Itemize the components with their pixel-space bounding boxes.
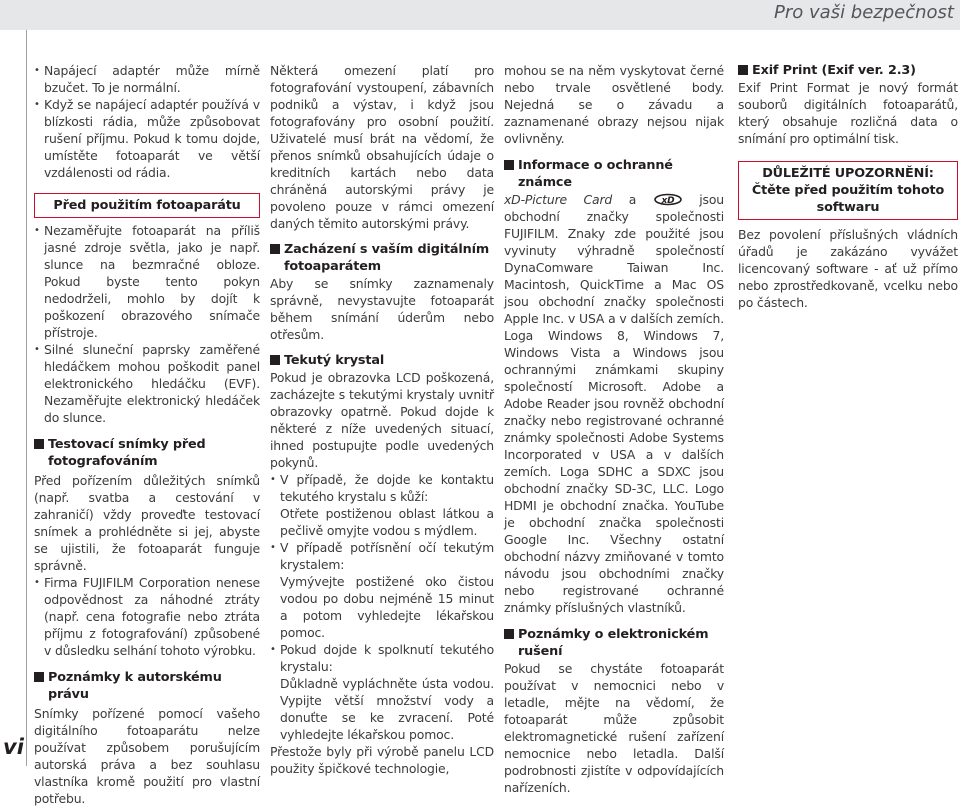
- column-1: [34, 62, 260, 807]
- svg-text:xD: xD: [661, 196, 675, 206]
- header-bar: [0, 0, 960, 30]
- heading-test-shots: Testovací snímky před fotografováním: [34, 436, 260, 470]
- square-bullet-icon: [738, 65, 748, 75]
- restrictions-paragraph: Některá omezení platí pro fotografování vystoupení, zábavních podniků a výstav, i když jsou fotografovány pro osobní použití. Uživatelé musí brát na vědomí, že přenos snímků obsahujících údaje o kreditních kartách nebo data chráněná autorskými právy je povoleno pouze v rámci omezení daných těmito autorskými právy.: [270, 63, 494, 231]
- list-item: • Když se napájecí adaptér používá v blízkosti rádia, může způsobovat rušení příjmu. Pokud k tomu dojde, umístěte fotoaparát ve větší vzdálenosti od rádia.: [34, 96, 260, 181]
- box-bullets: [34, 222, 260, 426]
- notice-paragraph: Bez povolení příslušných vládních úřadů je zakázáno vyvážet licencovaný software - ať už přímo nebo zprostředkovaně, vcelku nebo po částech.: [738, 227, 958, 310]
- square-bullet-icon: [34, 672, 44, 682]
- xd-picture-card-logo-icon: [653, 193, 683, 206]
- square-bullet-icon: [504, 629, 514, 639]
- important-notice-box: DŮLEŽITÉ UPOZORNĚNÍ: Čtěte před použitím tohoto softwaru: [738, 161, 958, 220]
- test-paragraph: Před pořízením důležitých snímků (např. svatba a cestování v zahraničí) vždy proveďte testovací snímek a prohlédněte si jej, abyste se ujistili, že fotoaparát funguje správně.: [34, 473, 260, 573]
- heading-exif: Exif Print (Exif ver. 2.3): [738, 62, 958, 79]
- list-item: • Pokud dojde k spolknutí tekutého krystalu:: [270, 641, 494, 675]
- lcd-continued-paragraph: mohou se na něm vyskytovat černé nebo trvale osvětlené body. Nejedná se o závadu a zaznamenané obrazy nejsou nijak ovlivněny.: [504, 63, 724, 146]
- interference-paragraph: Pokud se chystáte fotoaparát používat v nemocnici nebo v letadle, mějte na vědomí, že fotoaparát může způsobit elektromagnetické rušení zařízení nemocnice nebo letadla. Další podrobnosti zjistíte v odpovídajících nařízeních.: [504, 661, 724, 795]
- adapter-bullets: [34, 62, 260, 181]
- copyright-paragraph: Snímky pořízené pomocí vašeho digitálního fotoaparátu nelze používat způsobem porušujícím autorská práva a bez souhlasu vlastníka kromě použití pro vlastní potřebu.: [34, 706, 260, 806]
- lcd-closing-paragraph: Přestože byly při výrobě panelu LCD použity špičkové technologie,: [270, 744, 494, 776]
- list-item: • V případě potřísnění očí tekutým krystalem:: [270, 539, 494, 573]
- crystal-action: Otřete postiženou oblast látkou a pečlivě omyjte vodou s mýdlem.: [280, 506, 494, 538]
- list-item: • Nezaměřujte fotoaparát na příliš jasné zdroje světla, jako je např. slunce na bezmračné obloze. Pokud byste tento pokyn nedodrželi, mohlo by dojít k poškození obrazového snímače přístroje.: [34, 222, 260, 341]
- heading-handling: Zacházení s vaším digitálním fotoaparátem: [270, 241, 494, 275]
- exif-paragraph: Exif Print Format je nový formát souborů digitálních fotoaparátů, který obsahuje rozličná data o snímání pro optimální tisk.: [738, 80, 958, 146]
- xd-brand-name: xD-Picture Card: [504, 192, 613, 207]
- section-box-title: Před použitím fotoaparátu: [34, 193, 260, 218]
- list-item: • V případě, že dojde ke kontaktu tekutého krystalu s kůží:: [270, 471, 494, 505]
- list-item: • Silné sluneční paprsky zaměřené hledáčkem mohou poškodit panel elektronického hledáčku (EVF). Nezaměřujte elektronický hledáček do slunce.: [34, 341, 260, 426]
- heading-liquid-crystal: Tekutý krystal: [270, 352, 494, 369]
- test-bullets: [34, 574, 260, 659]
- trademark-paragraph: xD-Picture Card a xD jsou obchodní značky společnosti FUJIFILM. Znaky zde použité jsou vyvinuty výhradně společností DynaComware Taiwan Inc. Macintosh, QuickTime a Mac OS jsou obchodní značky společnosti Apple Inc. v USA a v dalších zemích. Loga Windows 8, Windows 7, Windows Vista a Windows jsou ochrannými známkami skupiny společností Microsoft. Adobe a Adobe Reader jsou rovněž obchodní značky nebo registrované ochranné známky společnosti Adobe Systems Incorporated v USA a v dalších zemích. Loga SDHC a SDXC jsou obchodní značky SD-3C, LLC. Logo HDMI je obchodní značka. YouTube je obchodní značka společnosti Google Inc. Všechny ostatní obchodní názvy zmiňované v tomto návodu jsou obchodními značky nebo registrované ochranné známky příslušných vlastníků.: [504, 192, 724, 615]
- crystal-paragraph: Pokud je obrazovka LCD poškozená, zacházejte s tekutými krystaly uvnitř obrazovky opatrně. Pokud dojde k některé z níže uvedených situací, ihned postupujte podle uvedených pokynů.: [270, 370, 494, 470]
- list-item: • Napájecí adaptér může mírně bzučet. To je normální.: [34, 62, 260, 96]
- crystal-action: Důkladně vypláchněte ústa vodou. Vypijte větší množství vody a donuťte se ke zvracení. Poté vyhledejte lékařskou pomoc.: [280, 676, 494, 742]
- square-bullet-icon: [504, 160, 514, 170]
- heading-interference: Poznámky o elektronickém rušení: [504, 626, 724, 660]
- heading-copyright: Poznámky k autorskému právu: [34, 669, 260, 703]
- square-bullet-icon: [34, 439, 44, 449]
- crystal-action: Vymývejte postižené oko čistou vodou po dobu nejméně 15 minut a potom vyhledejte lékařskou pomoc.: [280, 574, 494, 640]
- column-4: [738, 62, 958, 311]
- handling-paragraph: Aby se snímky zaznamenaly správně, nevystavujte fotoaparát během snímání úderům nebo otřesům.: [270, 276, 494, 342]
- column-3: [504, 62, 724, 796]
- page-number: vi: [3, 735, 24, 759]
- square-bullet-icon: [270, 355, 280, 365]
- section-title: Pro vaši bezpečnost: [774, 2, 954, 23]
- square-bullet-icon: [270, 244, 280, 254]
- crystal-bullets: [270, 471, 494, 743]
- list-item: • Firma FUJIFILM Corporation nenese odpovědnost za náhodné ztráty (např. cena fotografie nebo ztráta příjmu z fotografování) způsobené v důsledku selhání tohoto výrobku.: [34, 574, 260, 659]
- heading-trademark: Informace o ochranné známce: [504, 157, 724, 191]
- margin-rule: [26, 30, 27, 766]
- column-2: [270, 62, 494, 777]
